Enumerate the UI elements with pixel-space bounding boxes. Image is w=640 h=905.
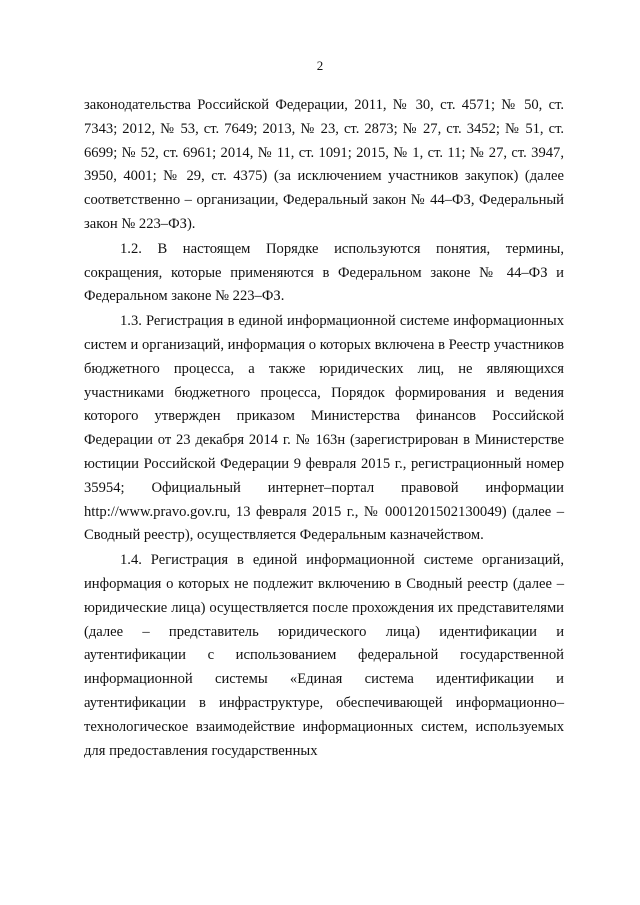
- document-body: [84, 94, 564, 763]
- paragraph-1-2: 1.2. В настоящем Порядке используются понятия, термины, сокращения, которые применяются в Федеральном законе № 44–ФЗ и Федеральном законе № 223–ФЗ.: [84, 240, 564, 305]
- paragraph-continuation: законодательства Российской Федерации, 2011, № 30, ст. 4571; № 50, ст. 7343; 2012, № 53, ст. 7649; 2013, № 23, ст. 2873; № 27, ст. 3452; № 51, ст. 6699; № 52, ст. 6961; 2014, № 11, ст. 1091; 2015, № 1, ст. 11; № 27, ст. 3947, 3950, 4001; № 29, ст. 4375) (за исключением участников закупок) (далее соответственно – организации, Федеральный закон № 44–ФЗ, Федеральный закон № 223–ФЗ).: [84, 97, 564, 232]
- page-number: 2: [316, 58, 324, 73]
- paragraph-1-4: 1.4. Регистрация в единой информационной системе организаций, информация о которых не подлежит включению в Сводный реестр (далее – юридические лица) осуществляется после прохождения их представителями (далее – представитель юридического лица) идентификации и аутентификации с использованием федеральной государственной информационной системы «Единая система идентификации и аутентификации в инфраструктуре, обеспечивающей информационно–технологическое взаимодействие информационных систем, используемых для предоставления государственных: [84, 552, 564, 759]
- paragraph-1-3: 1.3. Регистрация в единой информационной системе информационных систем и организаций, информация о которых включена в Реестр участников бюджетного процесса, а также юридических лиц, не являющихся участниками бюджетного процесса, Порядок формирования и ведения которого утвержден приказом Министерства финансов Российской Федерации от 23 декабря 2014 г. № 163н (зарегистрирован в Министерстве юстиции Российской Федерации 9 февраля 2015 г., регистрационный номер 35954; Официальный интернет–портал правовой информации http://www.pravo.gov.ru, 13 февраля 2015 г., № 0001201502130049) (далее – Сводный реестр), осуществляется Федеральным казначейством.: [84, 313, 564, 544]
